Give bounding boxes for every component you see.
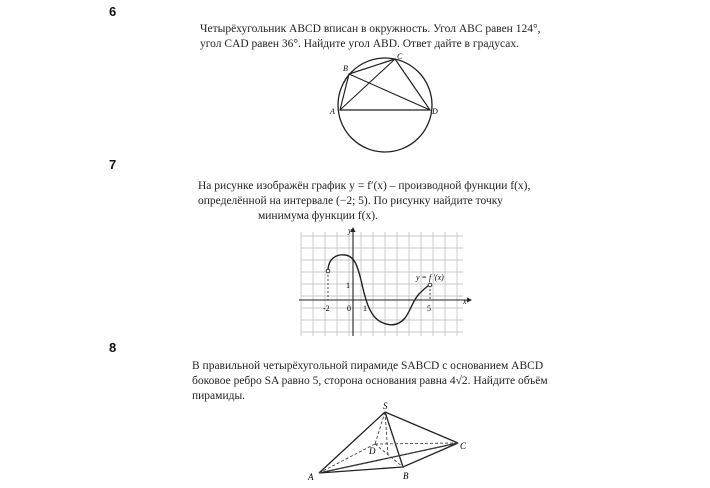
problem-text bbox=[200, 22, 540, 52]
tick-label: 5 bbox=[427, 304, 431, 313]
vertex-label: S bbox=[383, 401, 388, 411]
y-axis-label: y bbox=[348, 226, 352, 235]
curve-label: y = f ′(x) bbox=[416, 273, 444, 282]
x-axis-label: x bbox=[463, 297, 467, 306]
vertex-label: A bbox=[330, 107, 335, 116]
pyramid-figure bbox=[305, 401, 475, 482]
problem-line: На рисунке изображён график y = f′(x) – производной функции f(x), bbox=[198, 180, 531, 192]
y-tick-label: 1 bbox=[346, 281, 350, 290]
problem-line: минимума функции f(x). bbox=[258, 210, 378, 222]
problem-line: Четырёхугольник ABCD вписан в окружность. Угол ABC равен 124°, bbox=[200, 23, 541, 35]
tick-label: 1 bbox=[363, 304, 367, 313]
circle-figure bbox=[330, 52, 450, 152]
problem-line: угол CAD равен 36°. Найдите угол ABD. Ответ дайте в градусах. bbox=[200, 38, 520, 50]
problem-number: 8 bbox=[109, 340, 117, 355]
problem-line: пирамиды. bbox=[192, 390, 246, 402]
vertex-label: B bbox=[403, 471, 409, 481]
vertex-label: B bbox=[343, 64, 348, 73]
problem-line: В правильной четырёхугольной пирамиде SABCD с основанием ABCD bbox=[192, 360, 544, 372]
vertex-label: D bbox=[432, 107, 438, 116]
problem-number: 7 bbox=[109, 157, 117, 172]
tick-label: 0 bbox=[347, 304, 351, 313]
vertex-label: A bbox=[308, 472, 314, 482]
vertex-label: C bbox=[460, 441, 467, 451]
vertex-label: D bbox=[369, 446, 376, 456]
problem-text bbox=[192, 359, 548, 404]
vertex-label: C bbox=[397, 52, 403, 61]
problem-line: определённой на интервале (−2; 5). По рисунку найдите точку bbox=[198, 195, 503, 207]
tick-label: -2 bbox=[323, 304, 330, 313]
problem-text bbox=[198, 179, 530, 224]
problem-line: боковое ребро SA равно 5, сторона основания равна 4√2. Найдите объём bbox=[192, 375, 548, 387]
derivative-graph bbox=[295, 228, 470, 338]
problem-number: 6 bbox=[109, 4, 117, 19]
